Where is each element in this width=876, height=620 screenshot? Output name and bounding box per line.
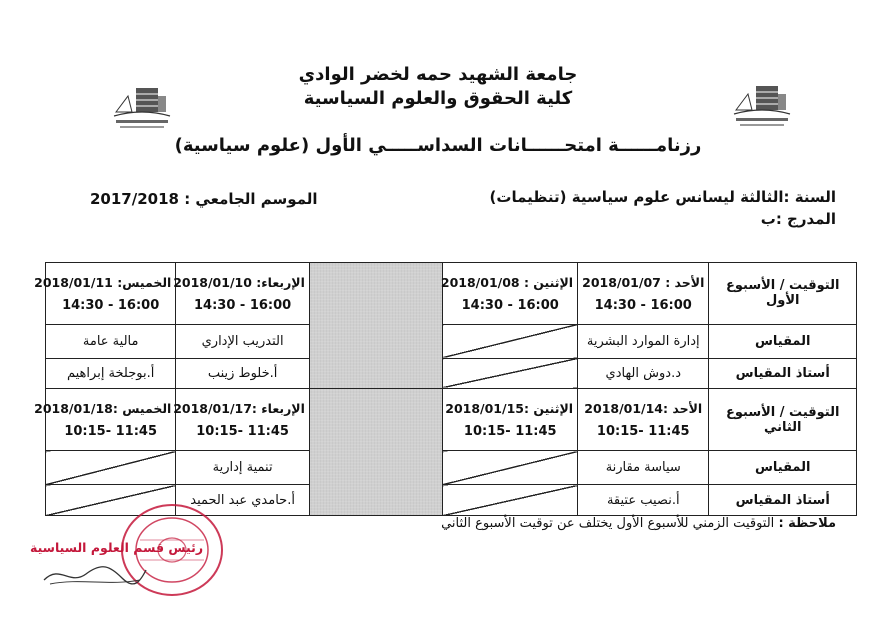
day-date: الإربعاء: 2018/01/10 xyxy=(173,274,305,290)
module-cell: التدريب الإداري xyxy=(176,324,310,358)
teacher-cell: د.دوش الهادي xyxy=(578,358,709,389)
university-name: جامعة الشهيد حمه لخضر الوادي xyxy=(298,64,578,85)
week1-day5-time xyxy=(34,263,176,325)
academic-season: الموسم الجامعي : 2017/2018 xyxy=(90,190,318,208)
week1-day4-time xyxy=(173,263,310,325)
week2-day2-time xyxy=(443,389,578,451)
week1-day1-time xyxy=(578,263,709,325)
week1-day2-time xyxy=(440,263,578,325)
exam-time: 10:15- 11:45 xyxy=(64,424,158,440)
week1-label: التوقيت / الأسبوع الأول xyxy=(709,263,857,325)
faculty-name: كلية الحقوق والعلوم السياسية xyxy=(303,88,573,109)
teacher-cell: أ.حامدي عبد الحميد xyxy=(176,485,310,516)
module-label: المقياس xyxy=(709,451,857,485)
week1-teacher-row xyxy=(46,358,857,389)
week2-day4-time xyxy=(173,389,310,451)
week2-day1-time xyxy=(578,389,709,451)
empty-cell xyxy=(443,485,578,516)
handwritten-signature xyxy=(40,560,150,588)
module-cell: إدارة الموارد البشرية xyxy=(578,324,709,358)
meta-block xyxy=(490,186,836,230)
exam-time: 14:30 - 16:00 xyxy=(194,297,292,313)
note-label: ملاحظة : xyxy=(778,516,836,531)
teacher-cell: أ.خلوط زينب xyxy=(176,358,310,389)
week2-blocked-column xyxy=(309,389,443,516)
module-cell: سياسة مقارنة xyxy=(578,451,709,485)
exam-time: 10:15- 11:45 xyxy=(196,424,289,440)
signature-label: رئيس قسم العلوم السياسية xyxy=(30,540,204,555)
week1-blocked-column xyxy=(309,263,443,389)
week1-time-row xyxy=(46,263,857,325)
week2-time-row xyxy=(46,389,857,451)
year-line: السنة :الثالثة ليسانس علوم سياسية (تنظيمات) xyxy=(489,188,836,206)
day-date: الإربعاء :2018/01/17 xyxy=(173,401,305,417)
day-date: الإثنين : 2018/01/08 xyxy=(440,274,574,290)
teacher-label: أستاذ المقياس xyxy=(709,485,857,516)
day-date: الإثنين :2018/01/15 xyxy=(445,401,574,417)
exam-time: 14:30 - 16:00 xyxy=(461,297,559,313)
exam-time: 10:15- 11:45 xyxy=(596,424,690,440)
module-label: المقياس xyxy=(709,324,857,358)
teacher-cell: أ.نصيب عتيقة xyxy=(578,485,709,516)
teacher-cell: أ.بوجلخة إبراهيم xyxy=(46,358,176,389)
exam-time: 14:30 - 16:00 xyxy=(62,297,160,313)
empty-cell xyxy=(443,451,578,485)
week2-day5-time xyxy=(34,389,176,451)
module-cell: تنمية إدارية xyxy=(176,451,310,485)
teacher-label: أستاذ المقياس xyxy=(709,358,857,389)
day-date: الأحد : 2018/01/07 xyxy=(582,274,705,290)
empty-cell xyxy=(46,451,176,485)
day-date: الأحد :2018/01/14 xyxy=(584,401,703,417)
note-text: التوقيت الزمني للأسبوع الأول يختلف عن توقيت الأسبوع الثاني xyxy=(441,516,775,531)
empty-cell xyxy=(443,358,578,389)
note xyxy=(441,516,836,531)
exam-time: 10:15- 11:45 xyxy=(463,424,557,440)
exam-schedule-table xyxy=(34,262,857,516)
document-title: رزنامــــــة امتحــــــانات السداســـــي الأول (علوم سياسية) xyxy=(174,135,702,156)
week2-label: التوقيت / الأسبوع الثاني xyxy=(709,389,857,451)
hall-line: المدرج :ب xyxy=(760,210,836,228)
week1-module-row xyxy=(46,324,857,358)
week2-module-row xyxy=(46,451,857,485)
day-date: الخميس :2018/01/18 xyxy=(34,401,172,417)
day-date: الخميس: 2018/01/11 xyxy=(34,274,172,290)
exam-time: 14:30 - 16:00 xyxy=(594,297,692,313)
empty-cell xyxy=(443,324,578,358)
module-cell: مالية عامة xyxy=(46,324,176,358)
